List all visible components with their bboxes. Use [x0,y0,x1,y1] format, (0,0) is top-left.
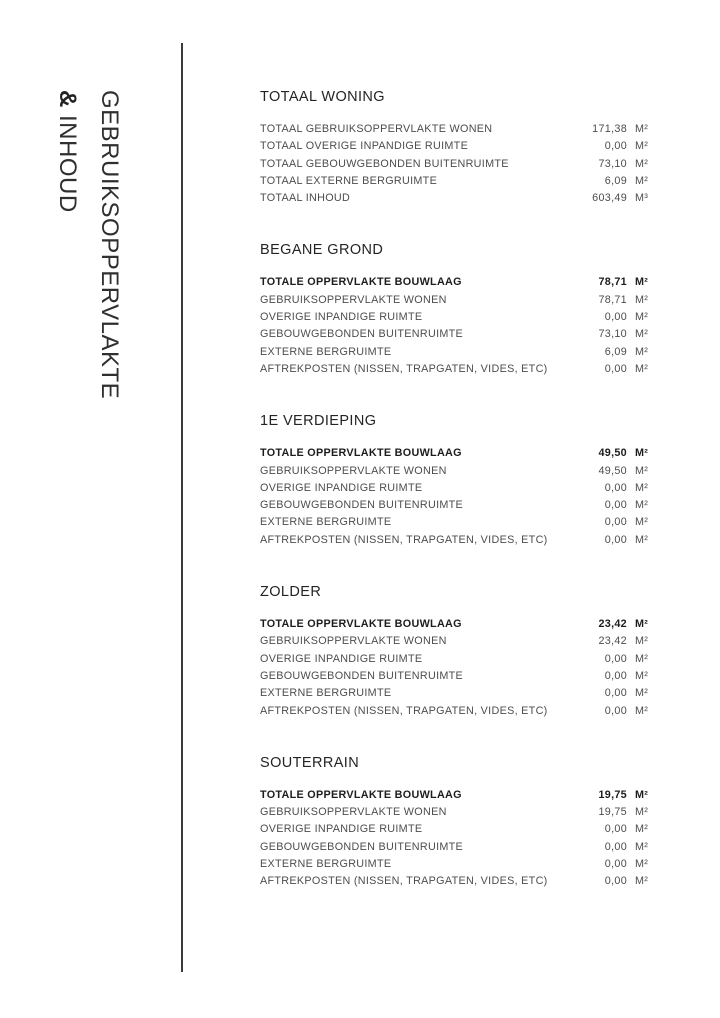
table-row [260,173,658,190]
table-row [260,361,658,378]
table-row [260,633,658,650]
row-unit: M² [635,635,649,648]
table-row [260,274,658,291]
row-value: 171,38 [592,123,627,135]
table-row [260,138,658,155]
row-value: 73,10 [598,157,627,170]
row-label: AFTREKPOSTEN (NISSEN, TRAPGATEN, VIDES, ETC) [260,704,548,717]
table-row [260,668,658,685]
table-row [260,480,658,497]
table-row [260,326,658,343]
row-unit: M² [635,293,649,306]
row-value: 0,00 [604,362,627,375]
row-unit: M² [635,788,649,801]
row-value: 6,09 [604,345,627,358]
row-label: GEBOUWGEBONDEN BUITENRUIMTE [260,669,464,682]
table-row [260,787,658,804]
row-value: 78,71 [598,276,627,289]
section-title: ZOLDER [260,584,322,601]
document-vertical-title [46,90,130,490]
row-label: TOTALE OPPERVLAKTE BOUWLAAG [260,276,462,289]
table-row [260,703,658,720]
row-label: EXTERNE BERGRUIMTE [260,687,392,700]
table-row [260,463,658,480]
row-value: 0,00 [604,481,627,494]
row-unit: M³ [635,192,649,205]
row-label: AFTREKPOSTEN (NISSEN, TRAPGATEN, VIDES, ETC) [260,362,548,375]
row-value: 73,10 [598,328,627,341]
row-unit: M² [635,823,649,836]
area-summary-content [260,88,658,925]
row-value: 49,50 [598,464,627,477]
row-label: TOTAAL INHOUD [260,192,351,205]
row-unit: M² [635,704,649,717]
row-value: 0,00 [604,875,627,888]
table-row [260,156,658,173]
row-label: OVERIGE INPANDIGE RUIMTE [260,481,423,494]
table-row [260,804,658,821]
vertical-title-line2 [46,90,88,490]
section-totaal-woning [260,88,658,207]
row-label: TOTALE OPPERVLAKTE BOUWLAAG [260,618,462,631]
table-row [260,497,658,514]
row-value: 0,00 [604,704,627,717]
table-row [260,685,658,702]
row-unit: M² [635,806,649,819]
row-label: AFTREKPOSTEN (NISSEN, TRAPGATEN, VIDES, ETC) [260,533,548,546]
vertical-title-line2-text: INHOUD [54,107,81,213]
section-title: SOUTERRAIN [260,754,360,771]
row-value: 0,00 [604,858,627,871]
row-label: TOTAAL GEBOUWGEBONDEN BUITENRUIMTE [260,157,509,170]
section-title: 1E VERDIEPING [260,413,377,430]
row-unit: M² [635,140,649,153]
table-row [260,616,658,633]
section-title: TOTAAL WONING [260,89,385,105]
table-row [260,121,658,138]
row-label: TOTAAL GEBRUIKSOPPERVLAKTE WONEN [260,123,493,135]
table-row [260,309,658,326]
row-unit: M² [635,618,649,631]
row-unit: M² [635,362,649,375]
row-label: GEBOUWGEBONDEN BUITENRUIMTE [260,499,464,512]
section-souterrain [260,754,658,891]
row-unit: M² [635,858,649,871]
row-label: TOTALE OPPERVLAKTE BOUWLAAG [260,788,462,801]
section-1e-verdieping [260,412,658,549]
row-unit: M² [635,345,649,358]
row-unit: M² [635,174,649,187]
table-row [260,532,658,549]
row-value: 0,00 [604,687,627,700]
table-row [260,839,658,856]
table-row [260,873,658,890]
row-label: EXTERNE BERGRUIMTE [260,345,392,358]
row-unit: M² [635,687,649,700]
row-label: OVERIGE INPANDIGE RUIMTE [260,311,423,324]
row-value: 0,00 [604,840,627,853]
row-unit: M² [635,875,649,888]
section-title: BEGANE GROND [260,242,384,259]
table-row [260,445,658,462]
row-value: 0,00 [604,140,627,153]
row-unit: M² [635,516,649,529]
row-unit: M² [635,533,649,546]
row-unit: M² [635,123,649,135]
row-value: 0,00 [604,516,627,529]
row-value: 0,00 [604,311,627,324]
row-label: GEBRUIKSOPPERVLAKTE WONEN [260,464,447,477]
row-unit: M² [635,464,649,477]
row-label: AFTREKPOSTEN (NISSEN, TRAPGATEN, VIDES, ETC) [260,875,548,888]
row-value: 19,75 [598,806,627,819]
vertical-divider [181,43,183,972]
row-unit: M² [635,276,649,289]
row-label: GEBOUWGEBONDEN BUITENRUIMTE [260,328,464,341]
row-value: 603,49 [592,192,627,205]
row-label: GEBRUIKSOPPERVLAKTE WONEN [260,806,447,819]
section-zolder [260,583,658,720]
row-label: GEBRUIKSOPPERVLAKTE WONEN [260,293,447,306]
row-label: GEBRUIKSOPPERVLAKTE WONEN [260,635,447,648]
row-label: TOTALE OPPERVLAKTE BOUWLAAG [260,447,462,460]
row-label: GEBOUWGEBONDEN BUITENRUIMTE [260,840,464,853]
row-unit: M² [635,652,649,665]
row-value: 0,00 [604,533,627,546]
row-label: TOTAAL EXTERNE BERGRUIMTE [260,174,438,187]
vertical-title-line1: GEBRUIKSOPPERVLAKTE [96,90,123,400]
row-value: 23,42 [598,635,627,648]
row-unit: M² [635,481,649,494]
table-row [260,651,658,668]
row-label: TOTAAL OVERIGE INPANDIGE RUIMTE [260,140,469,153]
row-unit: M² [635,499,649,512]
row-unit: M² [635,157,649,170]
row-value: 23,42 [598,618,627,631]
row-value: 0,00 [604,823,627,836]
row-unit: M² [635,328,649,341]
table-row [260,344,658,361]
section-begane-grond [260,241,658,378]
row-value: 0,00 [604,499,627,512]
row-value: 19,75 [598,788,627,801]
table-row [260,821,658,838]
row-value: 0,00 [604,652,627,665]
table-row [260,514,658,531]
row-label: OVERIGE INPANDIGE RUIMTE [260,823,423,836]
row-value: 78,71 [598,293,627,306]
table-row [260,292,658,309]
row-unit: M² [635,311,649,324]
table-row [260,190,658,207]
row-label: EXTERNE BERGRUIMTE [260,858,392,871]
ampersand-glyph: & [54,90,81,108]
row-label: OVERIGE INPANDIGE RUIMTE [260,652,423,665]
table-row [260,856,658,873]
row-unit: M² [635,669,649,682]
row-label: EXTERNE BERGRUIMTE [260,516,392,529]
row-value: 0,00 [604,669,627,682]
row-value: 49,50 [598,447,627,460]
row-unit: M² [635,447,649,460]
row-value: 6,09 [604,174,627,187]
row-unit: M² [635,840,649,853]
